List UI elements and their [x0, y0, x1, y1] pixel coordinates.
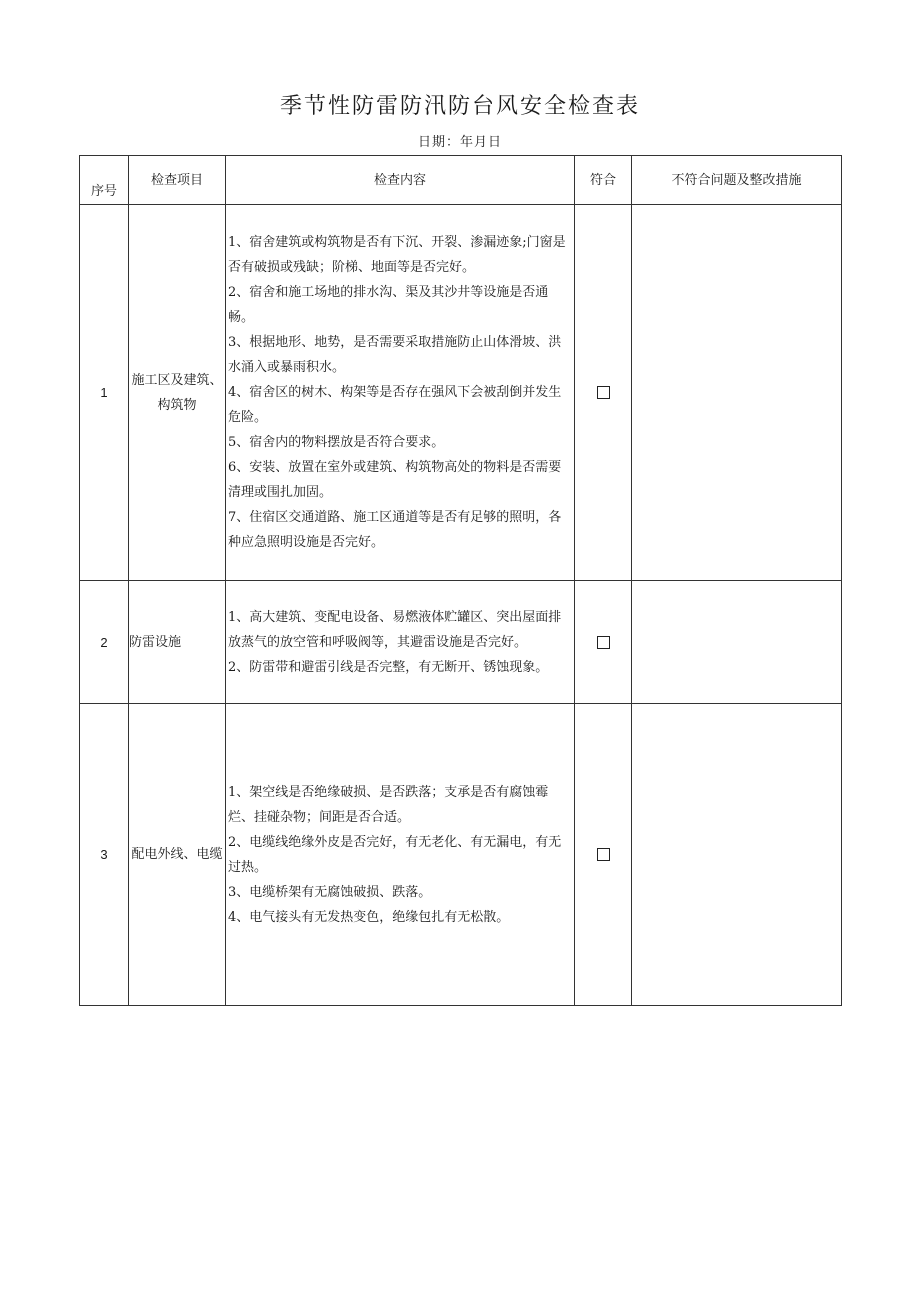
table-row [80, 704, 842, 1006]
issues-cell[interactable] [632, 581, 842, 704]
page-title: 季节性防雷防汛防台风安全检查表 [279, 94, 640, 119]
check-item: 施工区及建筑、构筑物 [129, 205, 226, 581]
content-line: 1、高大建筑、变配电设备、易燃液体贮罐区、突出屋面排放蒸气的放空管和呼吸阀等，其避雷设施是否完好。 [228, 609, 562, 650]
inspection-table [79, 155, 842, 1006]
conform-checkbox[interactable] [597, 848, 610, 861]
conform-checkbox[interactable] [597, 386, 610, 399]
content-line: 5、宿舍内的物料摆放是否符合要求。 [228, 435, 445, 450]
row-number: 3 [80, 704, 129, 1006]
row-number: 1 [80, 205, 129, 581]
check-content [226, 205, 575, 581]
date-label: 日期：年月日 [417, 135, 502, 150]
content-line: 2、电缆线绝缘外皮是否完好，有无老化、有无漏电，有无过热。 [228, 834, 562, 875]
conform-cell [575, 581, 632, 704]
check-content [226, 581, 575, 704]
content-line: 2、防雷带和避雷引线是否完整，有无断开、锈蚀现象。 [228, 659, 549, 675]
content-line: 7、住宿区交通道路、施工区通道等是否有足够的照明，各种应急照明设施是否完好。 [228, 510, 562, 550]
conform-cell [575, 205, 632, 581]
content-line: 4、宿舍区的树木、构架等是否存在强风下会被刮倒并发生危险。 [228, 385, 562, 425]
header-no: 序号 [80, 156, 129, 205]
table-row [80, 581, 842, 704]
content-line: 6、安装、放置在室外或建筑、构筑物高处的物料是否需要清理或围扎加固。 [228, 460, 562, 500]
issues-cell[interactable] [632, 704, 842, 1006]
conform-checkbox[interactable] [597, 636, 610, 649]
issues-cell[interactable] [632, 205, 842, 581]
table-row [80, 205, 842, 581]
content-line: 4、电气接头有无发热变色，绝缘包扎有无松散。 [228, 909, 510, 925]
header-issues: 不符合问题及整改措施 [632, 156, 842, 205]
content-line: 3、根据地形、地势，是否需要采取措施防止山体滑坡、洪水涌入或暴雨积水。 [228, 335, 562, 375]
conform-cell [575, 704, 632, 1006]
header-item: 检查项目 [129, 156, 226, 205]
content-line: 1、宿舍建筑或构筑物是否有下沉、开裂、渗漏迹象;门窗是否有破损或残缺；阶梯、地面等是否完好。 [228, 235, 566, 275]
content-line: 3、电缆桥架有无腐蚀破损、跌落。 [228, 884, 432, 900]
header-content: 检查内容 [226, 156, 575, 205]
content-line: 2、宿舍和施工场地的排水沟、渠及其沙井等设施是否通畅。 [228, 285, 549, 325]
header-conform: 符合 [575, 156, 632, 205]
check-item: 配电外线、电缆 [129, 704, 226, 1006]
check-item: 防雷设施 [129, 581, 226, 704]
check-content [226, 704, 575, 1006]
content-line: 1、架空线是否绝缘破损、是否跌落；支承是否有腐蚀霉烂、挂碰杂物；间距是否合适。 [228, 784, 549, 825]
table-header-row [80, 156, 842, 205]
row-number: 2 [80, 581, 129, 704]
